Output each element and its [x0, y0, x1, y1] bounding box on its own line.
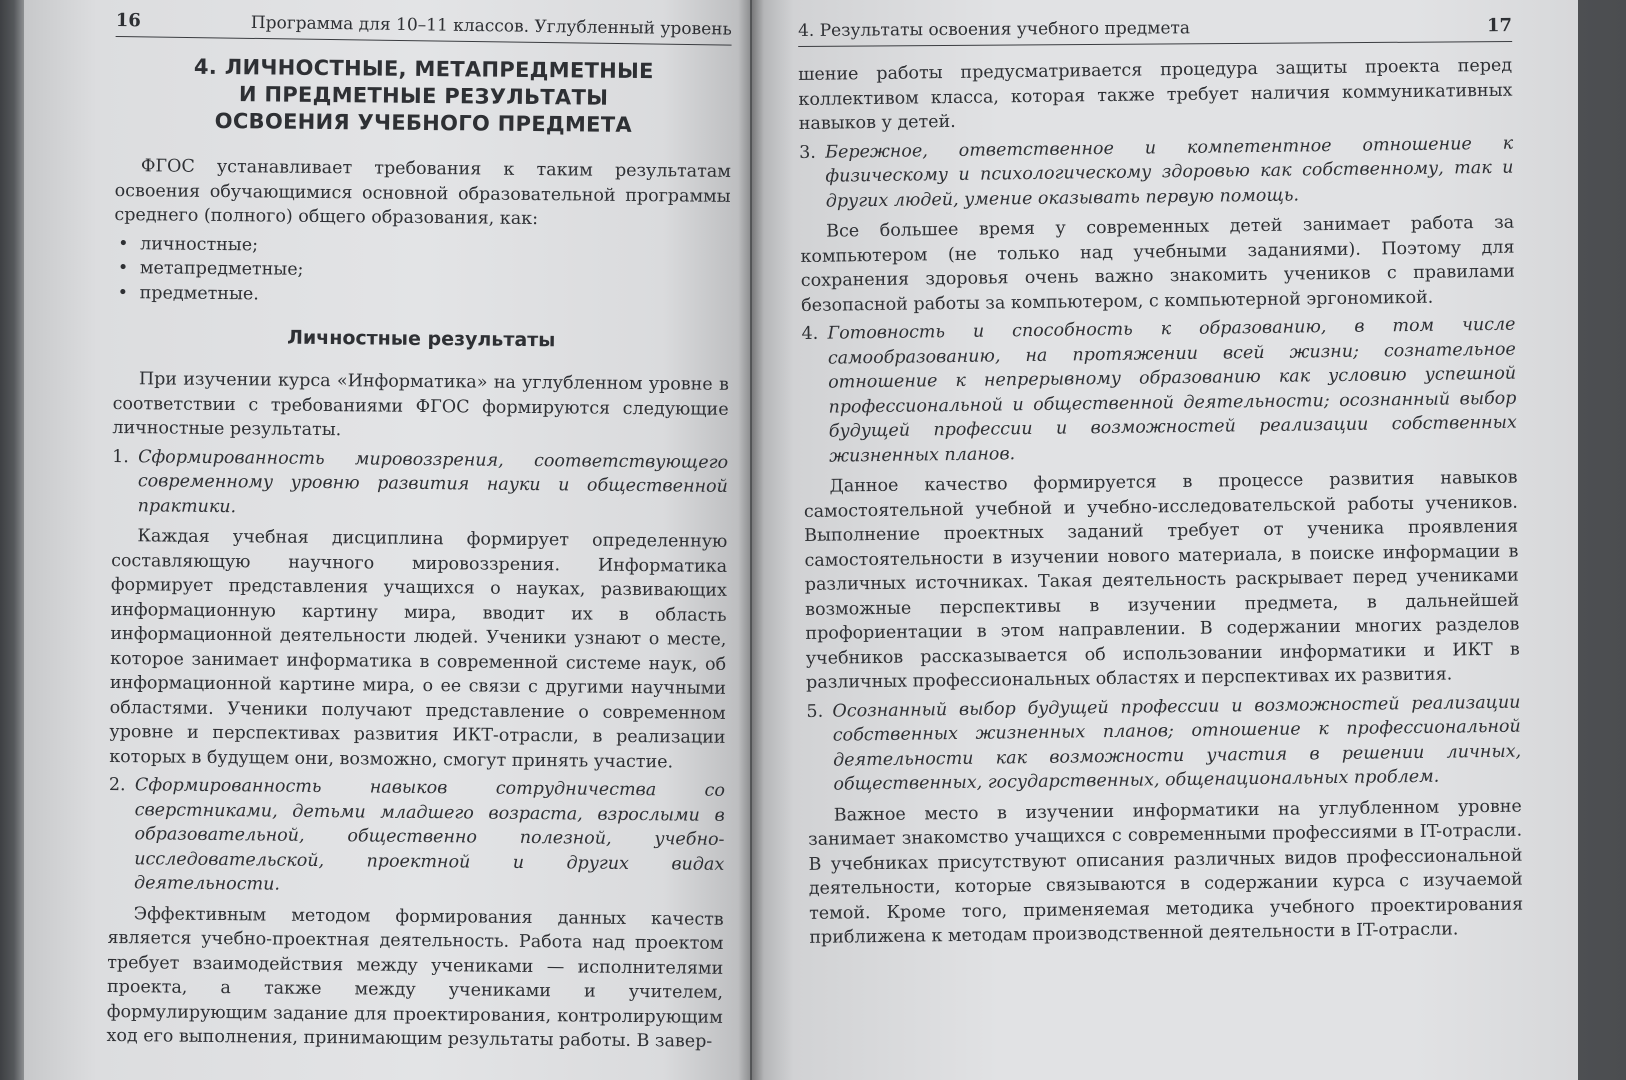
item-text: Сформированность навыков сотрудничества со сверстниками, детьми младшего возраста, взрослыми в образовательной, общественно полезной, учебно-исследовательской, проектной и других видах деятельности.: [133, 775, 726, 895]
section-title: Личностные результаты: [287, 326, 556, 352]
chapter-title-line: И ПРЕДМЕТНЫЕ РЕЗУЛЬТАТЫ: [238, 82, 609, 110]
left-column: [106, 53, 732, 1054]
body-paragraph: Все большее время у современных детей занимает работа за компьютером (не только над учебными заданиями). Поэтому для сохранения здоровья очень важно знакомить учеников с правилами безопасной работы за компьютером, с компьютерной эргономикой.: [800, 212, 1515, 316]
item-number: 3.: [799, 142, 817, 163]
item-number: 5.: [806, 701, 824, 722]
chapter-title: [115, 53, 732, 140]
right-running-head: [798, 15, 1512, 47]
results-bullet-list: [114, 231, 731, 310]
list-item: • личностные;: [114, 231, 730, 261]
numbered-item-2: [108, 773, 725, 901]
left-running-title: Программа для 10–11 классов. Углубленный уровень: [250, 12, 732, 40]
item-text: Сформированность мировоззрения, соответствующего современному уровню развития науки и общественной практики.: [137, 446, 729, 517]
body-paragraph: Важное место в изучении информатики на углубленном уровне занимает знакомство учащихся с современными профессиями в IT-отрасли. В учебниках присутствуют описания различных видов профессиональной деятельности, которые связываются в содержании курса с изучаемой темой. Кроме того, применяемая методика учебного проектирования приближена к методам производственной деятельности в IT-отрасли.: [808, 796, 1524, 948]
book-gutter: [738, 0, 764, 1080]
numbered-item-3: [799, 131, 1514, 214]
right-page: [752, 0, 1578, 1080]
intro-paragraph: ФГОС устанавливает требования к таким результатам освоения обучающимися основной образовательной программы среднего (полного) общего образования, как:: [114, 156, 731, 230]
numbered-item-4: [801, 313, 1517, 469]
list-item: • метапредметные;: [114, 256, 730, 286]
item-text: Готовность и способность к образованию, в том числе самообразованию, на протяжении всей жизни; сознательное отношение к непрерывному образованию как условию успешной профессиональной и общественной деятельности; осознанный выбор будущей профессии и возможностей реализации собственных жизненных планов.: [827, 314, 1517, 467]
continued-paragraph: шение работы предусматривается процедура защиты проекта перед коллективом класса, которая также требует наличия коммуникативных навыков у детей.: [798, 55, 1513, 134]
right-column: [798, 54, 1524, 951]
right-page-number: 17: [1486, 15, 1513, 37]
left-page: [24, 0, 750, 1080]
body-paragraph: Эффективным методом формирования данных качеств является учебно-проектная деятельность. Работа над проектом требует взаимодействия между учениками — исполнителями проекта, а также между учениками и учителем, формулирующим задание для проектирования, контролирующим ход его выполнения, принимающим результаты работы. В завер-: [106, 903, 724, 1052]
body-paragraph: Каждая учебная дисциплина формирует определенную составляющую научного мировоззрения. Информатика формирует представления учащихся о науках, развивающих информационную картину мира, вводит их в область информационной деятельности людей. Ученики узнают о месте, которое занимает информатика в современной системе наук, об информационной картине мира, о ее связи с другими научными областями. Ученики получают представление о современном уровне и перспективах развития ИКТ-отрасли, в реализации которых в будущем они, возможно, смогут принять участие.: [109, 526, 728, 772]
chapter-title-line: 4. ЛИЧНОСТНЫЕ, МЕТАПРЕДМЕТНЫЕ: [193, 54, 654, 84]
body-paragraph: Данное качество формируется в процессе развития навыков самостоятельной учебной и учебно-исследовательской работы учеников. Выполнение проектных заданий требует от ученика проявления самостоятельности в изучении нового материала, в поиске информации в различных источниках. Такая деятельность раскрывает перед учениками возможные перспективы в изучении предмета, в дальнейшей профориентации в этом направлении. В содержании многих разделов учебников рассказывается об использовании информатики и ИКТ в различных профессиональных областях и перспективах их развития.: [803, 467, 1520, 693]
item-text: Осознанный выбор будущей профессии и возможностей реализации собственных жизненных планов; отношение к профессиональной деятельности как возможности участия в решении личных, общественных, государственных, общенациональных проблем.: [832, 692, 1522, 795]
body-paragraph: При изучении курса «Информатика» на углубленном уровне в соответствии с требованиями ФГОС формируются следующие личностные результаты.: [112, 369, 729, 441]
item-number: 1.: [112, 446, 129, 467]
left-running-head: [116, 10, 732, 46]
item-text: Бережное, ответственное и компетентное отношение к физическому и психологическому здоровью как собственному, так и других людей, умение оказывать первую помощь.: [825, 133, 1514, 212]
numbered-item-5: [806, 690, 1521, 797]
numbered-item-1: [112, 444, 729, 523]
chapter-title-line: ОСВОЕНИЯ УЧЕБНОГО ПРЕДМЕТА: [214, 108, 633, 137]
item-number: 4.: [801, 323, 819, 344]
list-item: • предметные.: [114, 280, 730, 310]
right-running-title: 4. Результаты освоения учебного предмета: [798, 18, 1191, 41]
left-page-number: 16: [115, 10, 142, 32]
item-number: 2.: [108, 774, 126, 796]
